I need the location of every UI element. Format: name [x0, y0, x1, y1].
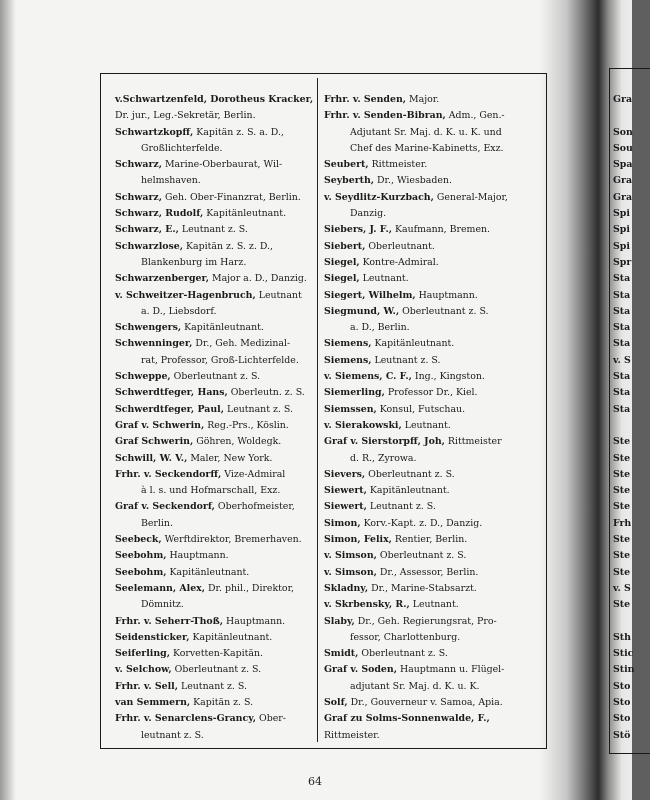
entry-name: Schweppe, — [115, 371, 171, 383]
facing-page-column — [613, 92, 643, 744]
entry-name: Schwarzlose, — [115, 240, 184, 252]
entry-description: Leutnant. — [401, 419, 451, 431]
directory-entry — [324, 516, 524, 532]
entry-name: Frhr. v. Senden-Bibran, — [324, 110, 446, 122]
directory-entry — [324, 239, 524, 255]
entry-description: Major. — [406, 94, 440, 105]
entry-description: Konsul, Futschau. — [376, 403, 466, 415]
directory-entry — [115, 418, 315, 434]
entry-description: Leutnant. — [409, 599, 459, 611]
facing-page-fragment: Sta — [613, 387, 631, 399]
entry-description: Dr., Gouverneur v. Samoa, Apia. — [347, 696, 503, 708]
entry-name: Frhr. v. Senarclens-Grancy, — [115, 713, 257, 725]
entry-name: Smidt, — [324, 648, 359, 660]
entry-description: Kapitänleutnant. — [366, 485, 450, 497]
entry-description: Dr., Wiesbaden. — [374, 175, 452, 187]
entry-description: Oberleutn. z. S. — [227, 387, 305, 399]
directory-entry — [324, 402, 524, 418]
entry-name: Schwarz, — [115, 159, 162, 171]
entry-name: van Semmern, — [115, 696, 191, 708]
entry-description: Oberleutnant z. S. — [365, 468, 455, 480]
entry-name: Seebohm, — [115, 550, 167, 562]
entry-name: Schwarz, E., — [115, 224, 179, 236]
entry-description: Oberleutnant z. S. — [376, 550, 467, 562]
entry-name: v. Sierakowski, — [324, 419, 402, 431]
facing-page-fragment: Sta — [613, 305, 631, 317]
directory-entry — [324, 614, 524, 647]
facing-page-fragment: Gra — [613, 191, 633, 203]
entry-description: Hauptmann u. Flügel- — [396, 664, 505, 676]
entry-description: Leutnant. — [359, 273, 409, 285]
facing-page-fragment: Stic — [613, 648, 634, 660]
entry-continuation: Chef des Marine-Kabinetts, Exz. — [350, 142, 504, 154]
facing-page-fragment: Spr — [613, 256, 632, 268]
directory-entry — [115, 434, 315, 450]
entry-name: Schwenninger, — [115, 338, 193, 350]
entry-description: Leutnant — [255, 289, 302, 301]
entry-description: Kapitän z. S. a. D., — [193, 126, 284, 138]
entry-name: Schwill, W. V., — [115, 452, 188, 464]
facing-page-fragment — [613, 418, 643, 434]
entry-description: Kapitänleutnant. — [181, 322, 264, 334]
directory-entry — [324, 271, 524, 287]
entry-name: Seebohm, — [115, 566, 167, 578]
column-divider — [317, 78, 318, 742]
directory-entry — [115, 695, 315, 711]
facing-page-fragment: Sta — [613, 289, 631, 301]
facing-page-fragment: v. S — [613, 354, 631, 366]
directory-entry — [115, 646, 315, 662]
facing-page-fragment: Sta — [613, 322, 631, 334]
directory-entry — [115, 190, 315, 206]
entry-name: Siebers, J. F., — [324, 224, 393, 236]
facing-page-fragment: Sta — [613, 403, 631, 415]
entry-description: Rentier, Berlin. — [391, 534, 468, 546]
entry-name: Seiferling, — [115, 648, 170, 660]
entry-name: Schwerdtfeger, Hans, — [115, 387, 228, 399]
directory-entry — [324, 288, 524, 304]
directory-entry — [324, 581, 524, 597]
entry-name: Seebeck, — [115, 534, 162, 546]
page-number: 64 — [308, 775, 322, 788]
directory-entry — [324, 369, 524, 385]
entry-name: Siegert, Wilhelm, — [324, 289, 416, 301]
entry-name: v. Schweitzer-Hagenbruch, — [115, 289, 256, 301]
directory-entry — [115, 369, 315, 385]
directory-entry — [115, 499, 315, 532]
entry-name: Skladny, — [324, 582, 369, 594]
directory-entry — [115, 157, 315, 190]
entry-name: Seubert, — [324, 159, 369, 171]
entry-description: Dr. jur., Leg.-Sekretär, Berlin. — [115, 110, 256, 122]
entry-description: Leutnant z. S. — [371, 354, 441, 366]
entry-description: Kapitänleutnant. — [189, 631, 273, 643]
facing-page-fragment: Sou — [613, 142, 633, 154]
entry-description: Major a. D., Danzig. — [208, 273, 307, 285]
directory-entry — [324, 222, 524, 238]
facing-page-fragment: Sth — [613, 631, 631, 643]
entry-name: Sievers, — [324, 468, 366, 480]
entry-name: Frhr. v. Seckendorff, — [115, 468, 222, 480]
entry-description: Oberhofmeister, — [214, 501, 295, 513]
directory-entry — [115, 662, 315, 678]
facing-page-fragment: Spi — [613, 224, 630, 236]
entry-description: Dr. phil., Direktor, — [205, 582, 294, 594]
directory-entry — [115, 385, 315, 401]
entry-name: v. Simson, — [324, 566, 377, 578]
entry-description: Ober- — [256, 713, 286, 725]
entry-name: Graf v. Soden, — [324, 664, 397, 676]
directory-entry — [324, 548, 524, 564]
entry-name: Siewert, — [324, 501, 367, 513]
facing-page-fragment: Ste — [613, 468, 631, 480]
directory-entry — [324, 499, 524, 515]
directory-entry — [324, 483, 524, 499]
facing-page-fragment: Spa — [613, 159, 633, 171]
entry-continuation: leutnant z. S. — [141, 729, 204, 741]
entry-name: v. Simson, — [324, 550, 377, 562]
entry-description: Hauptmann. — [415, 289, 478, 301]
entry-name: Schwarz, Rudolf, — [115, 208, 204, 220]
entry-continuation: à l. s. und Hofmarschall, Exz. — [141, 485, 281, 497]
entry-name: Frhr. v. Seherr-Thoß, — [115, 615, 224, 627]
entry-name: Siemens, — [324, 354, 372, 366]
directory-entry — [115, 92, 315, 125]
entry-description: Leutnant z. S. — [223, 403, 293, 415]
entry-name: v. Siemens, C. F., — [324, 371, 412, 383]
entry-name: Siewert, — [324, 485, 367, 497]
entry-continuation: Adjutant Sr. Maj. d. K. u. K. und — [350, 126, 502, 138]
directory-entry — [324, 711, 524, 744]
directory-entry — [324, 467, 524, 483]
entry-description: Dr., Assessor, Berlin. — [376, 566, 479, 578]
directory-entry — [324, 336, 524, 352]
entry-description: Dr., Geh. Medizinal- — [192, 338, 291, 350]
facing-page-fragment: Gra — [613, 175, 633, 187]
entry-continuation: adjutant Sr. Maj. d. K. u. K. — [350, 680, 480, 692]
directory-entry — [115, 206, 315, 222]
entry-description: Korvetten-Kapitän. — [170, 648, 263, 660]
directory-entry — [115, 320, 315, 336]
entry-description: Korv.-Kapt. z. D., Danzig. — [360, 517, 483, 529]
directory-entry — [324, 597, 524, 613]
facing-page-fragment — [613, 108, 643, 124]
entry-description: Oberleutnant z. S. — [170, 371, 261, 383]
directory-entry — [115, 548, 315, 564]
entry-description: Hauptmann. — [166, 550, 229, 562]
entry-name: Graf Schwerin, — [115, 436, 194, 448]
entry-name: Frhr. v. Senden, — [324, 94, 407, 105]
facing-page-fragment: Frh — [613, 517, 632, 529]
facing-page-fragment: Spi — [613, 208, 630, 220]
directory-entry — [115, 288, 315, 321]
entry-continuation: a. D., Berlin. — [350, 322, 410, 334]
facing-page-fragment: Sto — [613, 680, 631, 692]
entry-description: Werftdirektor, Bremerhaven. — [161, 534, 302, 546]
entry-name: Graf v. Seckendorf, — [115, 501, 215, 513]
entry-name: v. Seydlitz-Kurzbach, — [324, 191, 434, 203]
entry-description: Geh. Ober-Finanzrat, Berlin. — [161, 191, 301, 203]
entry-description: Kapitän z. S. — [190, 696, 254, 708]
directory-entry — [324, 157, 524, 173]
entry-continuation: Großlichterfelde. — [141, 142, 223, 154]
entry-description: Kapitänleutnant. — [371, 338, 455, 350]
entry-name: Simon, Felix, — [324, 534, 392, 546]
entry-name: v.Schwartzenfeld, Dorotheus Kracker, — [115, 94, 314, 105]
entry-description: Leutnant z. S. — [178, 680, 247, 692]
facing-page-fragment: v. S — [613, 582, 631, 594]
entry-description: Rittmeister. — [368, 159, 428, 171]
entry-continuation: Blankenburg im Harz. — [141, 256, 247, 268]
entry-name: Siemens, — [324, 338, 372, 350]
entry-name: Graf v. Schwerin, — [115, 419, 205, 431]
entry-name: Schwarzenberger, — [115, 273, 209, 285]
entry-description: General-Major, — [433, 191, 508, 203]
directory-entry — [324, 646, 524, 662]
entry-description: Kaufmann, Bremen. — [392, 224, 491, 236]
directory-entry — [115, 239, 315, 272]
entry-description: Kapitän z. S. z. D., — [183, 240, 273, 252]
page-edge-shadow — [0, 0, 16, 800]
directory-entry — [324, 695, 524, 711]
directory-entry — [115, 125, 315, 158]
facing-page-fragment: Sta — [613, 338, 631, 350]
entry-name: Schwengers, — [115, 322, 182, 334]
directory-entry — [115, 581, 315, 614]
directory-entry — [324, 92, 524, 108]
facing-page-fragment: Ste — [613, 566, 631, 578]
directory-entry — [324, 385, 524, 401]
entry-continuation: Danzig. — [350, 208, 387, 220]
directory-entry — [115, 467, 315, 500]
facing-page-fragment: Sta — [613, 371, 631, 383]
facing-page-fragment: Ste — [613, 485, 631, 497]
directory-entry — [324, 255, 524, 271]
directory-entry — [324, 662, 524, 695]
directory-entry — [324, 532, 524, 548]
directory-entry — [115, 630, 315, 646]
left-column — [115, 92, 315, 744]
entry-description: Dr., Geh. Regierungsrat, Pro- — [354, 615, 497, 627]
entry-name: Schwarz, — [115, 191, 162, 203]
entry-description: Adm., Gen.- — [445, 110, 505, 122]
entry-description: Marine-Oberbaurat, Wil- — [161, 159, 283, 171]
directory-entry — [324, 304, 524, 337]
entry-name: Schwartzkopff, — [115, 126, 194, 138]
directory-entry — [115, 271, 315, 287]
entry-name: Siemerling, — [324, 387, 385, 399]
directory-entry — [115, 679, 315, 695]
facing-page-fragment — [613, 614, 643, 630]
facing-page-fragment: Ste — [613, 550, 631, 562]
facing-page-fragment: Ste — [613, 534, 631, 546]
entry-name: Frhr. v. Sell, — [115, 680, 179, 692]
entry-description: Oberleutnant z. S. — [358, 648, 448, 660]
directory-entry — [115, 532, 315, 548]
entry-name: Seidensticker, — [115, 631, 190, 643]
facing-page-fragment: Ste — [613, 501, 631, 513]
entry-name: Schwerdtfeger, Paul, — [115, 403, 224, 415]
entry-description: Oberleutnant. — [365, 240, 435, 252]
entry-name: Siegmund, W., — [324, 305, 400, 317]
directory-entry — [115, 565, 315, 581]
directory-entry — [324, 565, 524, 581]
entry-name: Siemssen, — [324, 403, 377, 415]
entry-description: Hauptmann. — [223, 615, 286, 627]
book-gutter — [540, 0, 598, 800]
directory-entry — [324, 190, 524, 223]
facing-page-fragment: Ste — [613, 436, 631, 448]
entry-continuation: fessor, Charlottenburg. — [350, 631, 461, 643]
entry-description: Kapitänleutnant. — [166, 566, 250, 578]
entry-continuation: helmshaven. — [141, 175, 201, 187]
facing-page-fragment: Sto — [613, 713, 631, 725]
directory-entry — [324, 434, 524, 467]
facing-page-fragment: Stö — [613, 729, 631, 741]
entry-description: Leutnant z. S. — [178, 224, 248, 236]
directory-entry — [115, 222, 315, 238]
directory-entry — [324, 418, 524, 434]
entry-description: Reg.-Prs., Köslin. — [204, 419, 289, 431]
entry-name: v. Selchow, — [115, 664, 172, 676]
entry-description: Rittmeister. — [324, 729, 380, 741]
directory-entry — [115, 711, 315, 744]
entry-name: Siebert, — [324, 240, 366, 252]
entry-continuation: Dömnitz. — [141, 599, 184, 611]
entry-continuation: rat, Professor, Groß-Lichterfelde. — [141, 354, 299, 366]
entry-description: Oberleutnant z. S. — [399, 305, 489, 317]
facing-page-fragment: Son — [613, 126, 633, 138]
entry-name: Siegel, — [324, 273, 360, 285]
facing-page-fragment: Gra — [613, 94, 633, 105]
entry-description: Leutnant z. S. — [366, 501, 436, 513]
entry-name: Graf zu Solms-Sonnenwalde, F., — [324, 713, 490, 725]
entry-name: v. Skrbensky, R., — [324, 599, 410, 611]
directory-entry — [324, 173, 524, 189]
entry-description: Kontre-Admiral. — [359, 256, 439, 268]
entry-name: Graf v. Sierstorpff, Joh, — [324, 436, 445, 448]
entry-description: Kapitänleutnant. — [203, 208, 287, 220]
directory-entry — [115, 451, 315, 467]
entry-description: Oberleutnant z. S. — [171, 664, 262, 676]
entry-continuation: a. D., Liebsdorf. — [141, 305, 217, 317]
entry-description: Göhren, Woldegk. — [193, 436, 282, 448]
entry-name: Siegel, — [324, 256, 360, 268]
entry-description: Ing., Kingston. — [411, 371, 485, 383]
entry-continuation: d. R., Zyrowa. — [350, 452, 417, 464]
facing-page-fragment: Ste — [613, 599, 631, 611]
entry-description: Vize-Admiral — [221, 468, 286, 480]
entry-description: Professor Dr., Kiel. — [384, 387, 478, 399]
directory-entry — [115, 402, 315, 418]
entry-description: Dr., Marine-Stabsarzt. — [368, 582, 477, 594]
facing-page-fragment: Spi — [613, 240, 630, 252]
entry-name: Seelemann, Alex, — [115, 582, 206, 594]
right-column — [324, 92, 524, 744]
entry-name: Slaby, — [324, 615, 355, 627]
directory-entry — [324, 108, 524, 157]
entry-name: Simon, — [324, 517, 361, 529]
facing-page-fragment: Sta — [613, 273, 631, 285]
facing-page-fragment: Ste — [613, 452, 631, 464]
entry-continuation: Berlin. — [141, 517, 173, 529]
directory-entry — [115, 336, 315, 369]
entry-description: Rittmeister — [444, 436, 502, 448]
directory-entry — [324, 353, 524, 369]
entry-name: Solf, — [324, 696, 348, 708]
directory-entry — [115, 614, 315, 630]
entry-name: Seyberth, — [324, 175, 375, 187]
facing-page-fragment: Sto — [613, 696, 631, 708]
entry-description: Maler, New York. — [187, 452, 273, 464]
facing-page-fragment: Stin — [613, 664, 635, 676]
